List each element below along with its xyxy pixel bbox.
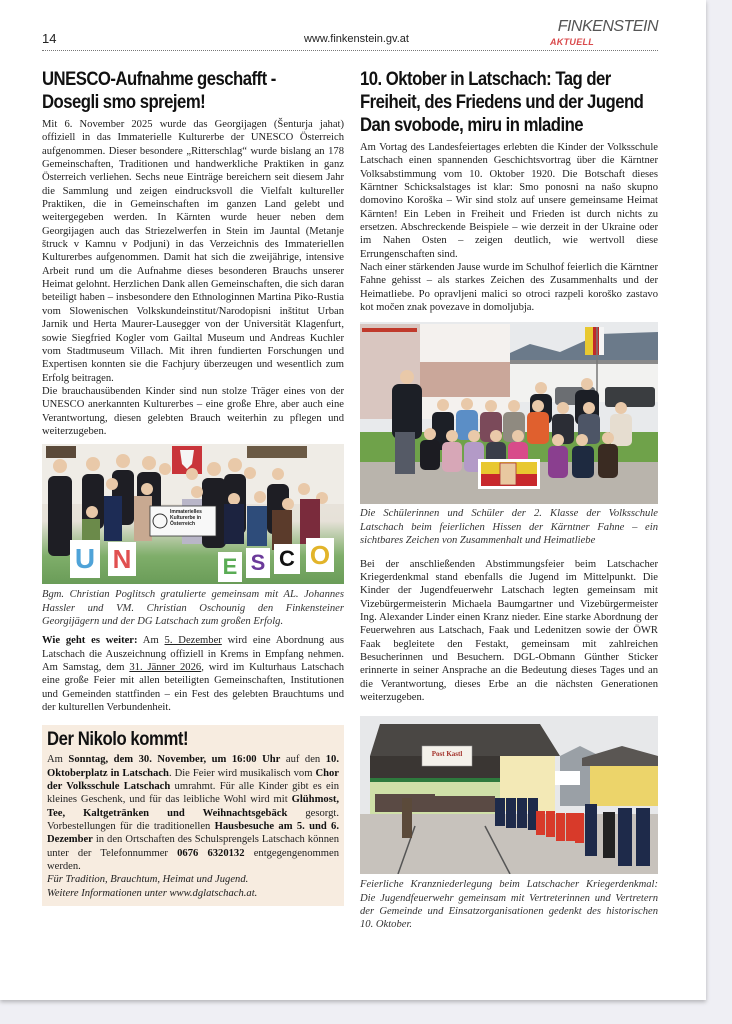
title-line: Dosegli smo sprejem!	[42, 92, 206, 113]
phone-number[interactable]: 0676 6320132	[177, 847, 245, 859]
logo-sub-text: AKTUELL	[550, 37, 595, 47]
page-header	[42, 18, 658, 51]
logo-main-text: FINKENSTEIN	[557, 18, 658, 35]
event-location: 10. Oktoberplatz in Latschach	[47, 754, 339, 779]
letter-card-s: S	[246, 548, 270, 578]
header-url[interactable]: www.finkenstein.gv.at	[304, 33, 409, 45]
title-line: Dan svobode, miru in mladine	[360, 115, 584, 136]
flag-photo-caption: Die Schülerinnen und Schüler der 2. Klasse der Volksschule Latschach beim feierlichen Hissen der Kärntner Fahne – ein sichtbares Zeichen von Zusammenhalt und Heimatliebe	[360, 508, 658, 547]
nikolo-box	[42, 725, 344, 906]
page-number: 14	[42, 31, 57, 46]
text-run: auf den	[280, 754, 326, 766]
date-highlight: 31. Jänner 2026	[129, 661, 202, 673]
wreath-photo-caption: Feierliche Kranzniederlegung beim Latschacher Kriegerdenkmal: Die Jugendfeuerwehr gemeinsam mit Vertreterinnen und Vertretern der Gemeinde und Einsatzorganisationen gedenkt des historischen 10. Oktober.	[360, 879, 658, 931]
text-run: gesorgt. Vorbestellungen für die traditionellen	[47, 807, 339, 833]
text-run: wird eine Abordnung aus Latschach die Auszeichnung offiziell in Krems in Empfang nehmen. Am Samstag, dem	[42, 635, 345, 673]
nikolo-title: Der Nikolo kommt!	[47, 729, 189, 751]
paragraph: Am Vortag des Landesfeiertages erlebten die Kinder der Volksschule Latschach einen spannenden Geschichtsvortrag über die Kärntner Volksabstimmung vom 10. Oktober 1920. Die Botschaft dieses Kärntner Schicksalstages ist klar: Smo ponosni na našo skupno domovino Koroška – Wir sind stolz auf unsere gemeinsame Heimat Kärnten! Ein Leben in Freiheit und Frieden ist durch nichts zu ersetzen. Abschreckende Beispiele – wie derzeit in der Ukraine oder im Nahen Osten – zeigen deutlich, wie wertvoll diese Errungenschaften sind.	[360, 142, 658, 260]
letter-card-u: U	[70, 540, 100, 578]
left-column	[42, 68, 344, 906]
choir-name: Chor der Volksschule Latschach	[47, 767, 339, 793]
paragraph: Bei der anschließenden Abstimmungsfeier beim Latschacher Kriegerdenkmal stand ebenfalls die Jugend im Mittelpunkt. Die Kinder der Jugendfeuerwehr Latschach legten gemeinsam mit Vizebürgermeisterin Michaela Baumgartner und Vizebürgermeister Ing. Alexander Linder einen Kranz nieder. Eine starke Abordnung der Feuerwehren aus Latschach, Faak und Ledenitzen sowie der ÖWR Faak begleitete den Festakt, gemeinsam mit zahlreichen Besucherinnen und Besuchern. DGL-Obmann Günther Sticker erinnerte in seiner Ansprache an die Bedeutung dieses Tages und an die Verantwortung, dieses Erbe an die nächsten Generationen weiterzugeben.	[360, 558, 658, 703]
unesco-photo-caption: Bgm. Christian Poglitsch gratulierte gemeinsam mit AL. Johannes Hassler und VM. Christian Oschounig den Finkensteiner Georgijägern und der DG Latschach zum großen Erfolg.	[42, 589, 344, 627]
unesco-sign: Immaterielles Kulturerbe in Österreich	[170, 509, 202, 528]
paragraph: Nach einer stärkenden Jause wurde im Schulhof feierlich die Kärntner Fahne gehisst – als starkes Zeichen des Zusammenhalts und der Heimatliebe. Po opravljeni malici so otroci razpeli koroško zastavo kot močen znak povezave in domoljubja.	[360, 262, 658, 314]
paragraph: Die brauchausübenden Kinder sind nun stolze Träger eines von der UNESCO anerkannten Kulturerbes – eine große Ehre, aber auch eine Verantwortung, diesen gelebten Brauch weiterhin zu pflegen und weiterzugeben.	[42, 385, 344, 437]
date-highlight: 5. Dezember	[164, 635, 222, 647]
unesco-article-title	[42, 68, 345, 114]
flag-hoisting-photo	[360, 322, 658, 504]
nikolo-tagline: Für Tradition, Brauchtum, Heimat und Jugend.	[47, 874, 249, 886]
text-run: , wird im Kulturhaus Latschach eine große Feier mit allen beteiligten Gemeinschaften, Institutionen und Gemeinden stattfinden – ein Fest des gelebten Brauchtums und der kulturellen Verbundenheit.	[42, 661, 345, 713]
letter-card-c: C	[274, 544, 300, 574]
letter-card-o: O	[306, 538, 334, 572]
next-steps-paragraph	[42, 634, 344, 714]
nikolo-body	[47, 753, 339, 900]
october-article-title	[360, 68, 659, 137]
next-steps-label: Wie geht es weiter:	[42, 635, 138, 647]
house-visit-dates: Hausbesuche am 5. und 6. Dezember	[47, 821, 339, 846]
text-run: Am	[47, 754, 69, 766]
event-datetime: Sonntag, dem 30. November, um 16:00 Uhr	[68, 754, 281, 766]
right-column	[360, 68, 658, 932]
post-kastl-sign: Post Kastl	[431, 750, 463, 759]
text-run: in den Ortschaften des Schulsprengels Latschach können unter der Telefonnummer	[47, 834, 339, 859]
unesco-article-body	[42, 118, 344, 438]
photo-illustration	[360, 716, 658, 874]
title-line: 10. Oktober in Latschach: Tag der	[360, 69, 611, 90]
text-run: umrahmt. Für alle Kinder gibt es ein kleines Geschenk, und für das leibliche Wohl wird mit	[47, 781, 339, 806]
text-run: entgegengenommen werden.	[47, 847, 339, 873]
text-run: Am	[137, 635, 165, 647]
magazine-logo	[546, 18, 658, 49]
photo-illustration	[360, 322, 658, 504]
october-article-body	[360, 141, 658, 314]
unesco-group-photo	[42, 444, 344, 584]
paragraph: Mit 6. November 2025 wurde das Georgijagen (Šenturja jahat) offiziell in das Immaterielle Kulturerbe der UNESCO Österreich aufgenommen. Dieser besondere „Ritterschlag“ wurde bislang an 178 Gemeinschaften, Traditionen und handwerkliche Praktiken in ganz Österreich verliehen. Sechs neue Einträge bereichern seit diesem Jahr die Sammlung und zeigen eindrucksvoll die Vielfalt kultureller Praktiken, die in Gemeinschaften im ganzen Land gelebt und weitergegeben werden. In Kärnten wurde heuer neben dem Georgijagen auch das Striezelwerfen in Stein im Jauntal (Metanje štruck v Kamnu v Podjuni) in das Verzeichnis des Immateriellen Kulturerbes aufgenommen. Damit hat sich die zweijährige, intensive Arbeit rund um die Aufnahme dieses besonderen Brauchs unserer Heimat gelohnt. Herzlichen Dank allen Gemeinschaften, die sich daran beteiligt haben – insbesondere den Ethnologinnen Martina Piko-Rustia vom Slowenischen Volkskundeinstitut/Narodopisni inštitut Urban Jarnik und Herta Maurer-Lausegger von der Universität Klagenfurt, sowie Siegfried Kogler vom Gailtal Museum und Andreas Kuchler vom Stadtmuseum Villach. Mit ihren fundierten Forschungen und Expertisen konnten sie die Fachjury überzeugen und wesentlich zum Erfolg beitragen.	[42, 119, 344, 384]
title-line: UNESCO-Aufnahme geschafft -	[42, 69, 276, 90]
text-run: . Die Feier wird musikalisch vom	[168, 767, 316, 779]
nikolo-more-info[interactable]: Weitere Informationen unter www.dglatschach.at.	[47, 887, 258, 899]
refreshments: Glühmost, Tee, Kaltgetränken und Weihnachtsgebäck	[47, 794, 339, 819]
letter-card-n: N	[108, 542, 136, 576]
wreath-ceremony-photo	[360, 716, 658, 874]
letter-card-e: E	[218, 552, 242, 582]
title-line: Freiheit, des Friedens und der Jugend	[360, 92, 644, 113]
memorial-paragraph	[360, 558, 658, 705]
